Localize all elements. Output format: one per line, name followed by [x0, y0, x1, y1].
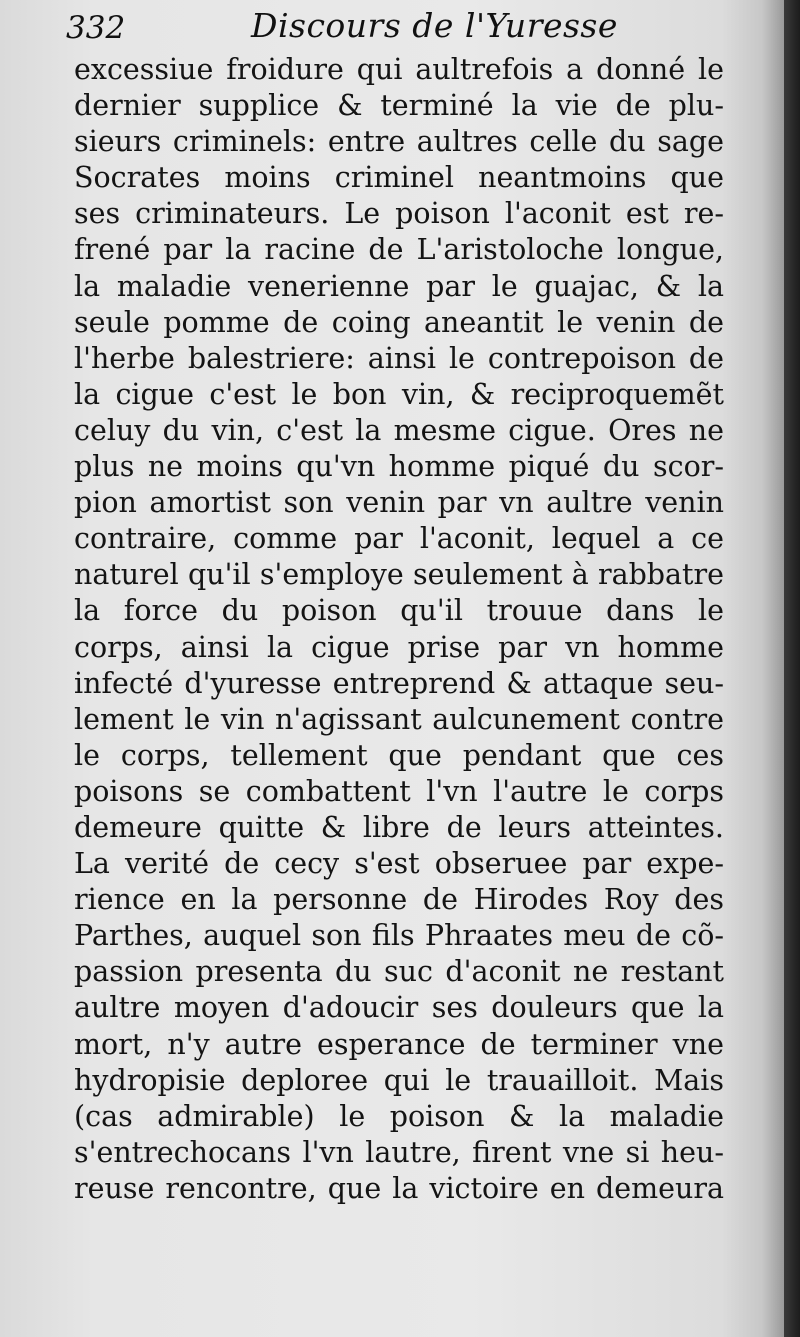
text-line: reuse rencontre, que la victoire en demeura [74, 1171, 724, 1205]
text-line: poisons se combattent l'vn l'autre le corps [74, 774, 724, 808]
text-line: naturel qu'il s'employe seulement à rabbatre [74, 558, 724, 592]
body-text [74, 52, 724, 1207]
page-number: 332 [66, 10, 126, 46]
text-line: plus ne moins qu'vn homme piqué du scor- [74, 450, 724, 484]
text-line: demeure quitte & libre de leurs atteintes. [74, 810, 724, 844]
text-line: sieurs criminels: entre aultres celle du sage [74, 125, 724, 159]
text-line: l'herbe balestriere: ainsi le contrepoison de [74, 341, 724, 375]
text-line: pion amortist son venin par vn aultre venin [74, 486, 724, 520]
page-edge [784, 0, 800, 1337]
text-line: Socrates moins criminel neantmoins que [74, 161, 724, 195]
text-line: frené par la racine de L'aristoloche longue, [74, 233, 724, 267]
text-line: corps, ainsi la cigue prise par vn homme [74, 630, 724, 664]
text-line: excessiue froidure qui aultrefois a donné le [74, 53, 724, 86]
page-header [66, 6, 746, 56]
text-line: le corps, tellement que pendant que ces [74, 738, 724, 772]
text-line: la maladie venerienne par le guajac, & la [74, 269, 724, 303]
text-line: celuy du vin, c'est la mesme cigue. Ores ne [74, 413, 724, 447]
text-line: passion presenta du suc d'aconit ne restant [74, 955, 724, 989]
text-line: mort, n'y autre esperance de terminer vne [74, 1027, 724, 1061]
page-gutter-shadow [762, 0, 784, 1337]
text-line: la force du poison qu'il trouue dans le [74, 594, 724, 628]
text-line: rience en la personne de Hirodes Roy des [74, 883, 724, 917]
text-line: contraire, comme par l'aconit, lequel a ce [74, 522, 724, 556]
text-line: (cas admirable) le poison & la maladie [74, 1099, 724, 1133]
text-line: infecté d'yuresse entreprend & attaque seu- [74, 666, 724, 700]
text-line: lement le vin n'agissant aulcunement contre [74, 702, 724, 736]
text-line: ses criminateurs. Le poison l'aconit est re- [74, 197, 724, 231]
running-title: Discours de l'Yuresse [251, 6, 618, 45]
text-line: hydropisie deploree qui le trauailloit. Mais [74, 1063, 724, 1097]
text-line: dernier supplice & terminé la vie de plu- [74, 89, 724, 123]
text-line: seule pomme de coing aneantit le venin de [74, 305, 724, 339]
text-line: s'entrechocans l'vn lautre, firent vne si heu- [74, 1135, 724, 1169]
text-line: La verité de cecy s'est obseruee par expe- [74, 847, 724, 881]
text-line: aultre moyen d'adoucir ses douleurs que la [74, 991, 724, 1025]
text-line: la cigue c'est le bon vin, & reciproquemẽt [74, 377, 724, 411]
text-line: Parthes, auquel son fils Phraates meu de cõ- [74, 919, 724, 953]
